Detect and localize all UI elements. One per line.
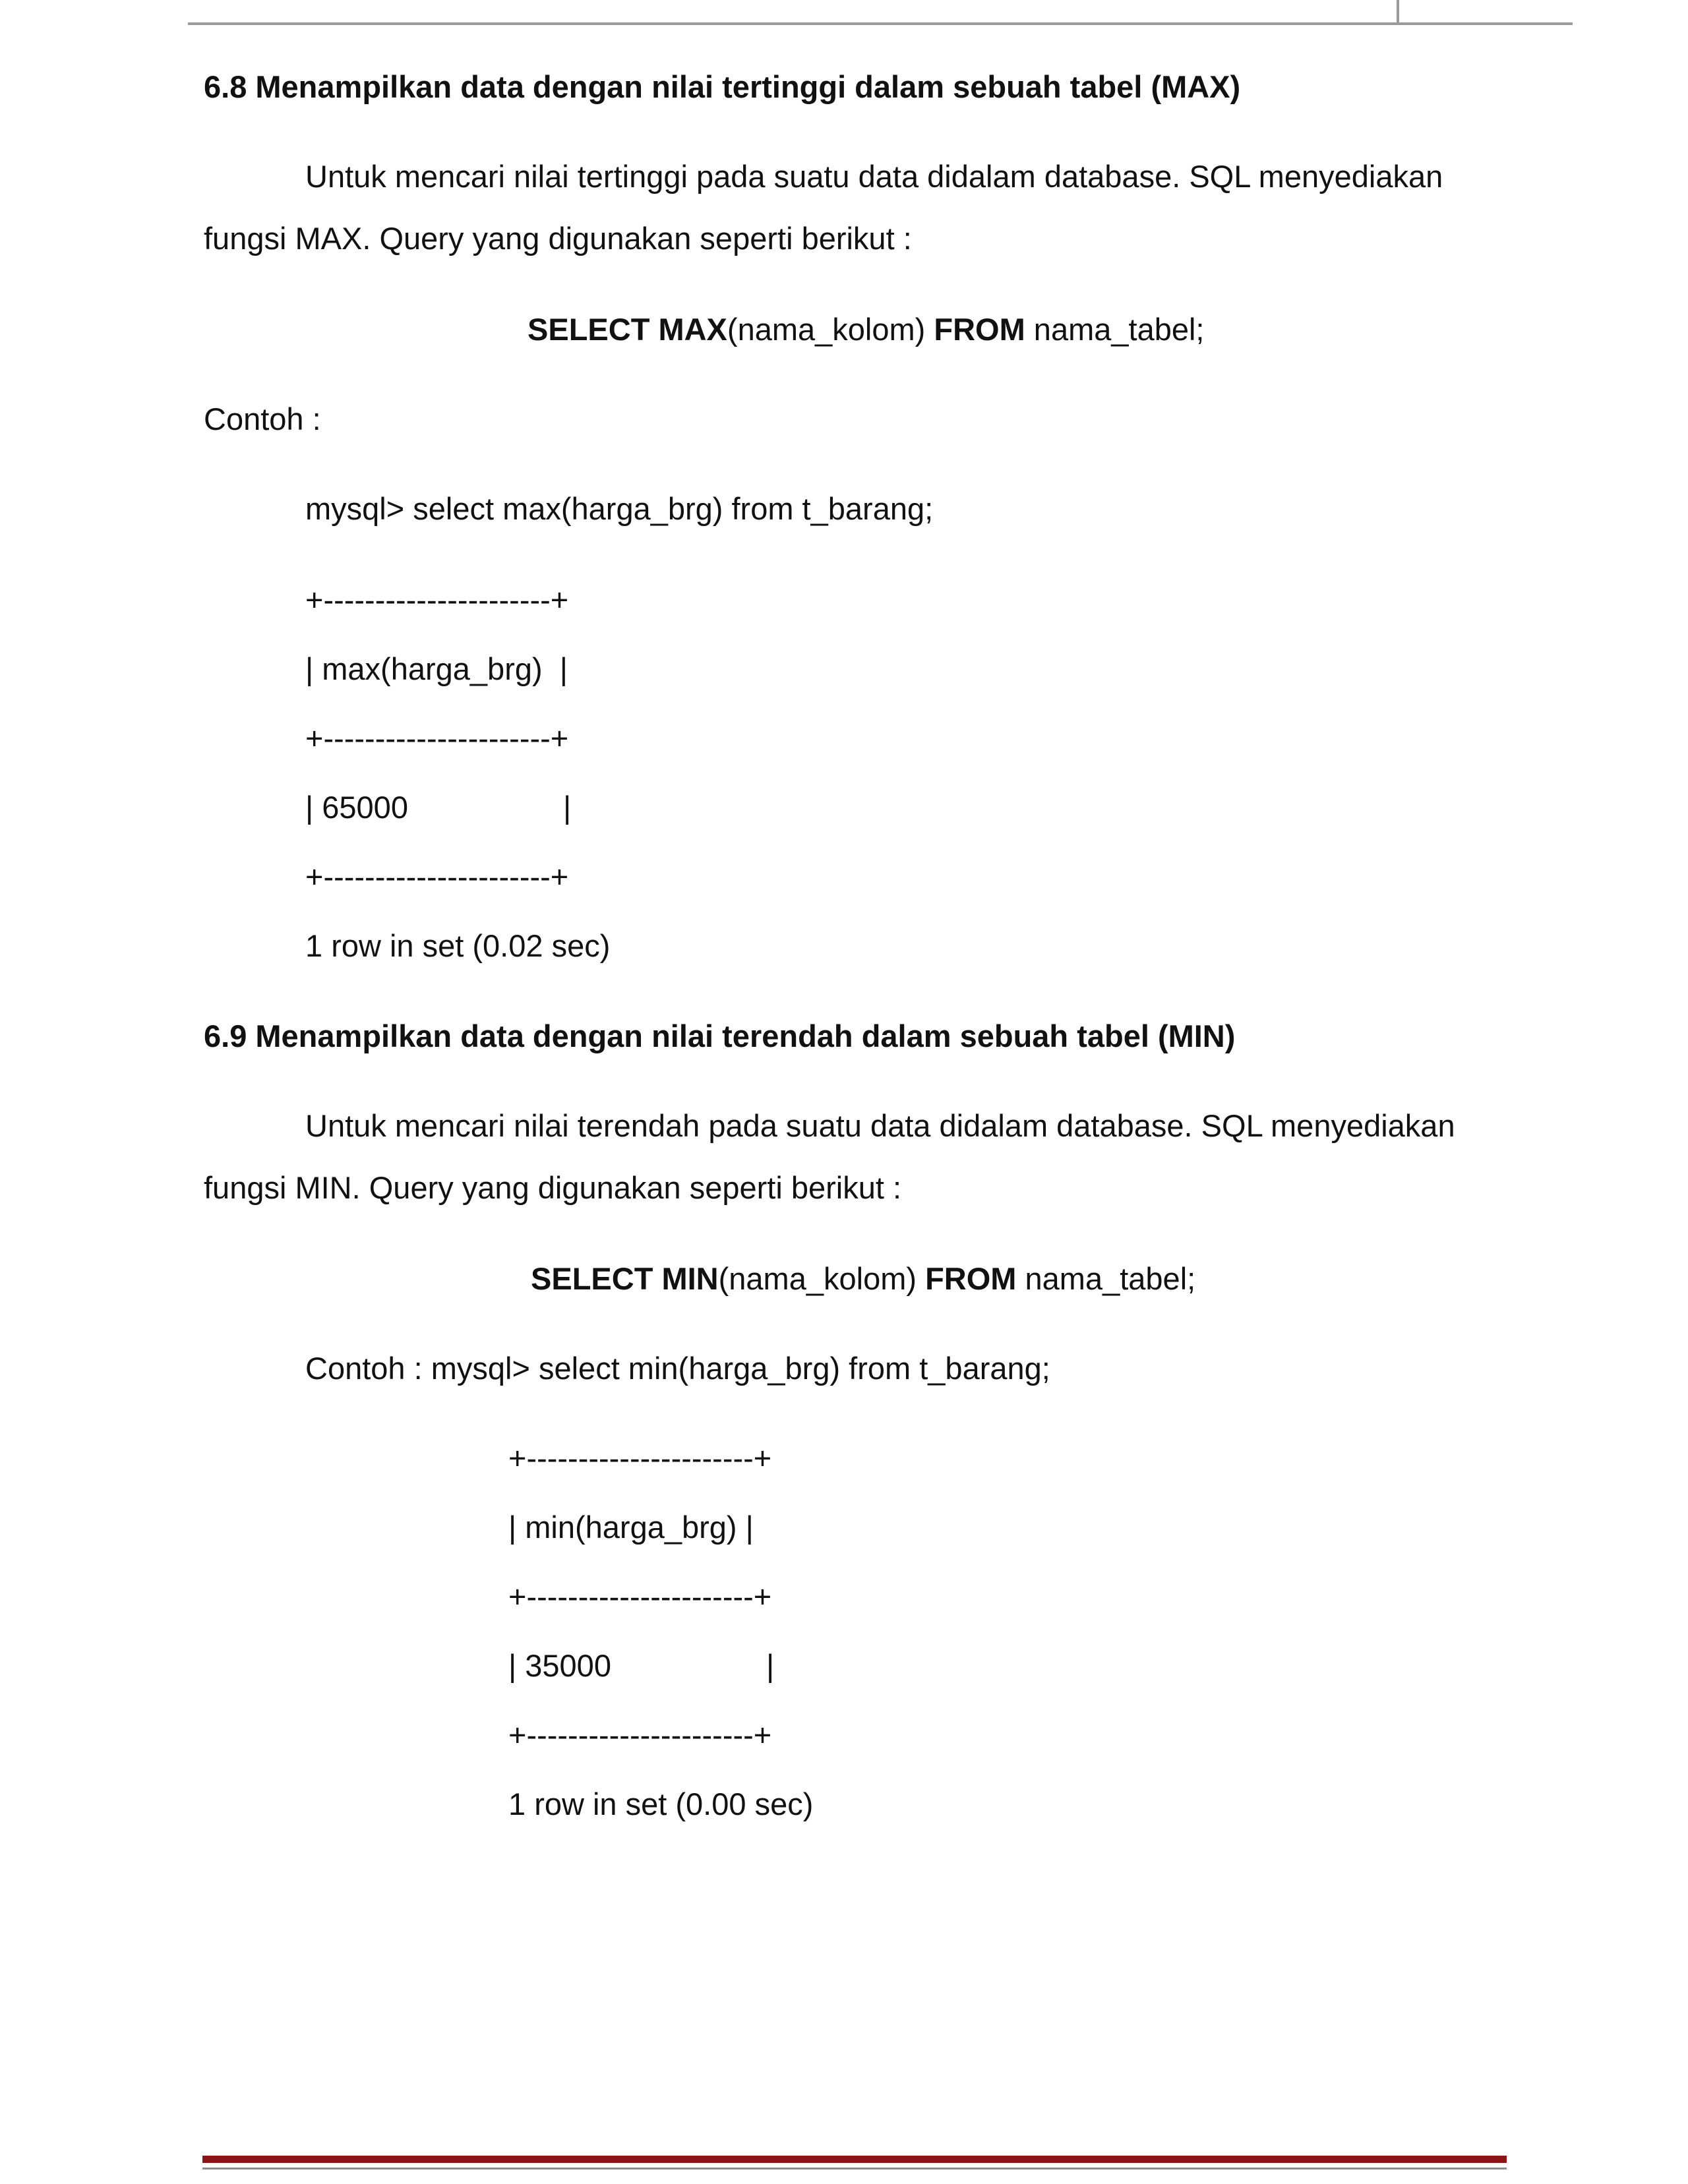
header-rule-tick [1397,0,1399,25]
syntax-min [531,1259,1195,1299]
table-border-top-max: +----------------------+ [305,582,569,617]
table-border-bottom-min: +----------------------+ [508,1717,772,1752]
table-border-top-min: +----------------------+ [508,1440,772,1475]
result-note-max: 1 row in set (0.02 sec) [305,928,611,963]
section-heading-min: 6.9 Menampilkan data dengan nilai terendah dalam sebuah tabel (MIN) [204,1018,1236,1053]
syntax-keyword-select-min: SELECT MIN [531,1261,719,1296]
table-header-max: | max(harga_brg) | [305,651,568,686]
syntax-table-name: nama_tabel; [1025,312,1205,347]
paragraph-min-line2: fungsi MIN. Query yang digunakan seperti berikut : [204,1170,902,1205]
paragraph-max-line1: Untuk mencari nilai tertinggi pada suatu data didalam database. SQL menyediakan [305,159,1443,194]
table-border-bottom-max: +----------------------+ [305,859,569,894]
table-header-min: | min(harga_brg) | [508,1510,754,1545]
syntax-keyword-from: FROM [934,312,1025,347]
table-border-mid-max: +----------------------+ [305,721,569,755]
syntax-argument: (nama_kolom) [718,1261,926,1296]
syntax-max [528,310,1205,349]
table-value-max: | 65000 | [305,790,572,825]
example-line-min: Contoh : mysql> select min(harga_brg) from t_barang; [305,1351,1050,1386]
footer-rule-gray [202,2168,1507,2169]
paragraph-max-line2: fungsi MAX. Query yang digunakan seperti berikut : [204,221,912,256]
syntax-table-name: nama_tabel; [1016,1261,1196,1296]
example-label-max: Contoh : [204,401,321,436]
syntax-keyword-select-max: SELECT MAX [528,312,727,347]
section-heading-max: 6.8 Menampilkan data dengan nilai tertinggi dalam sebuah tabel (MAX) [204,69,1241,104]
syntax-argument: (nama_kolom) [727,312,934,347]
syntax-keyword-from: FROM [925,1261,1017,1296]
table-border-mid-min: +----------------------+ [508,1579,772,1614]
result-note-min: 1 row in set (0.00 sec) [508,1786,814,1821]
paragraph-min-line1: Untuk mencari nilai terendah pada suatu data didalam database. SQL menyediakan [305,1108,1455,1143]
header-rule [188,22,1573,25]
footer-rule-red [202,2156,1507,2163]
command-max: mysql> select max(harga_brg) from t_barang; [305,491,934,526]
table-value-min: | 35000 | [508,1648,775,1683]
